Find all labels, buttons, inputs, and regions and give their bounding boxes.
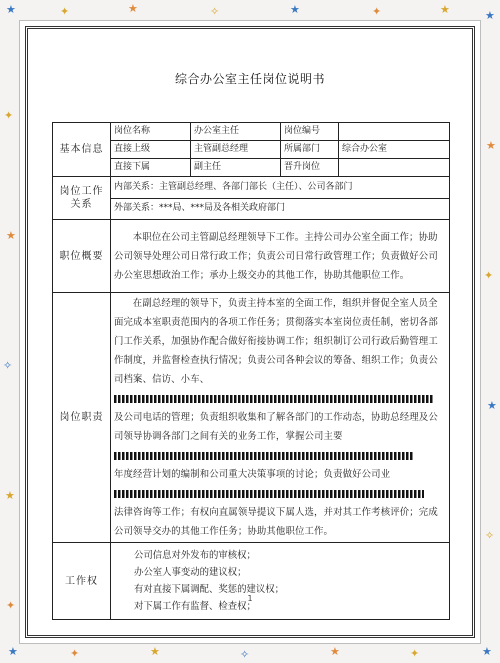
internal-relations: 内部关系：主管副总经理、各部门部长（主任）、公司各部门	[111, 177, 450, 199]
star-icon: ✧	[240, 648, 250, 661]
star-icon: ★	[440, 3, 450, 16]
cell-value: 主管副总经理	[191, 141, 281, 159]
basic-info-row-1	[53, 123, 450, 141]
star-icon: ✦	[484, 269, 494, 282]
cell-label: 直接下属	[111, 159, 191, 177]
cell-label: 晋升岗位	[281, 159, 339, 177]
basic-info-row-3	[53, 159, 450, 177]
overview-text: 本职位在公司主管副总经理领导下工作。主持公司办公室全面工作；协助公司领导处理公司日常行政工作；负责公司日常行政管理工作；负责做好公司办公室思想政治工作；承办上级交办的其他工作，协助其他职位工作。	[114, 231, 438, 281]
star-icon: ★	[486, 139, 496, 152]
relations-row-external	[53, 198, 450, 220]
overview-label	[53, 220, 111, 293]
relations-row-internal	[53, 177, 450, 199]
authority-item: 对下属工作有监督、检查权；	[134, 601, 256, 612]
basic-info-label	[53, 123, 111, 177]
section-label: 岗位工作关系	[59, 186, 104, 210]
section-label: 基本信息	[59, 144, 104, 155]
relations-label	[53, 177, 111, 220]
star-icon: ★	[8, 645, 18, 658]
scan-artifact	[114, 490, 424, 498]
duties-paragraph	[114, 446, 446, 465]
scan-artifact	[114, 395, 434, 403]
duties-paragraph	[114, 484, 446, 503]
duties-cell	[111, 293, 450, 543]
overview-cell	[111, 220, 450, 293]
cell-label: 岗位名称	[111, 123, 191, 141]
basic-info-row-2	[53, 141, 450, 159]
cell-label: 直接上级	[111, 141, 191, 159]
star-icon: ✧	[3, 359, 13, 372]
authority-cell	[111, 543, 450, 620]
duties-paragraph	[114, 389, 446, 408]
cell-label: 岗位编号	[281, 123, 339, 141]
authority-label	[53, 543, 111, 620]
page-number: 1	[247, 594, 253, 603]
cell-value	[339, 123, 450, 141]
duties-label	[53, 293, 111, 543]
external-relations: 外部关系：***局、***局及各相关政府部门	[111, 198, 450, 220]
star-icon: ✦	[6, 599, 16, 612]
authority-row	[53, 543, 450, 620]
authority-item: 办公室人事变动的建议权；	[134, 567, 247, 578]
star-icon: ★	[128, 2, 138, 15]
cell-value: 副主任	[191, 159, 281, 177]
star-icon: ✦	[4, 109, 14, 122]
authority-item: 有对直接下属调配、奖惩的建议权；	[134, 584, 285, 595]
duties-row	[53, 293, 450, 543]
duties-paragraph: 及公司电话的管理；负责组织收集和了解各部门的工作动态，协助总经理及公司领导协调各部门之间有关的业务工作，掌握公司主要	[114, 412, 438, 442]
duties-paragraph: 在副总经理的领导下，负责主持本室的全面工作，组织并督促全室人员全面完成本室职责范围内的各项工作任务；贯彻落实本室岗位责任制，密切各部门工作关系，加强协作配合做好衔接协调工作；组织制订公司行政后勤管理工作制度，并监督检查执行情况；负责公司各种会议的筹备、组织工作；负责公司档案、信访、小车、	[114, 298, 438, 385]
authority-item: 公司信息对外发布的审核权；	[134, 550, 256, 561]
star-icon: ★	[485, 9, 495, 22]
star-icon: ★	[290, 3, 300, 16]
star-icon: ✧	[210, 5, 220, 18]
scan-artifact	[114, 452, 414, 460]
section-label: 职位概要	[59, 250, 104, 262]
star-icon: ★	[487, 399, 497, 412]
section-label: 岗位职责	[59, 412, 104, 423]
cell-value	[339, 159, 450, 177]
duties-paragraph: 法律咨询等工作；有权向直属领导提议下属人选，并对其工作考核评价；完成公司领导交办的其他工作任务；协助其他职位工作。	[114, 507, 438, 537]
star-icon: ✦	[60, 5, 70, 18]
star-icon: ★	[6, 3, 16, 16]
star-icon: ★	[330, 645, 340, 658]
cell-value: 综合办公室	[339, 141, 450, 159]
section-label: 工作权	[65, 575, 98, 587]
cell-value: 办公室主任	[191, 123, 281, 141]
star-icon: ✦	[410, 647, 420, 660]
star-icon: ★	[482, 645, 492, 658]
star-icon: ★	[5, 489, 15, 502]
overview-row	[53, 220, 450, 293]
cell-label: 所属部门	[281, 141, 339, 159]
star-icon: ✦	[372, 5, 382, 18]
duties-paragraph: 年度经营计划的编制和公司重大决策事项的讨论；负责做好公司业	[114, 469, 391, 480]
job-description-table	[52, 122, 450, 620]
star-icon: ★	[6, 229, 16, 242]
star-icon: ✧	[485, 529, 495, 542]
star-icon: ✦	[70, 647, 80, 660]
star-icon: ★	[150, 645, 160, 658]
document-title: 综合办公室主任岗位说明书	[174, 72, 325, 86]
